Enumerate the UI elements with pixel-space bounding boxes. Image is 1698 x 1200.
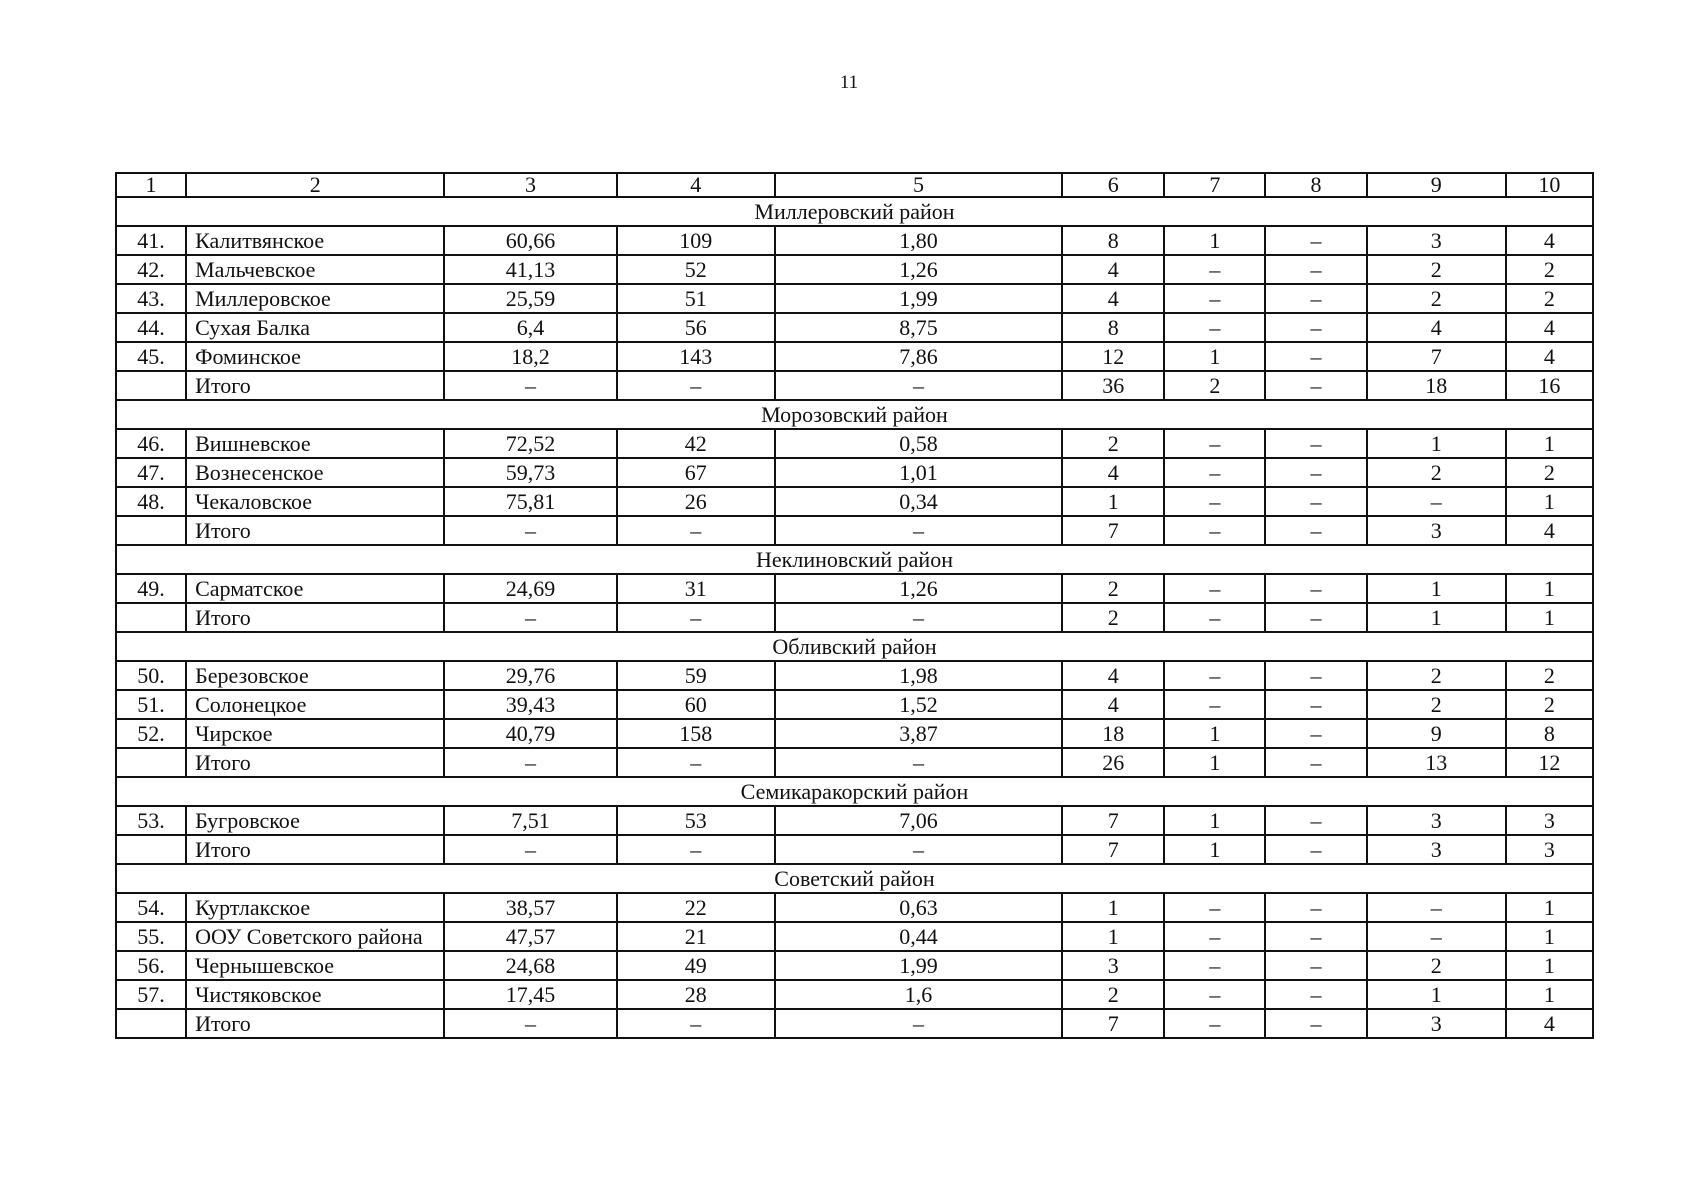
value-cell: 158 [617,719,775,748]
table-row [116,342,1593,371]
value-cell: 13 [1367,748,1506,777]
district-title: Советский район [116,864,1593,893]
value-cell: – [1265,516,1366,545]
value-cell: – [1265,487,1366,516]
value-cell: – [1265,806,1366,835]
total-row [116,603,1593,632]
value-cell: 2 [1506,690,1593,719]
value-cell: 52 [617,255,775,284]
value-cell: 0,34 [775,487,1062,516]
settlement-name: Чирское [186,719,444,748]
value-cell: 0,58 [775,429,1062,458]
value-cell: – [1164,980,1265,1009]
page-number: 11 [839,72,859,93]
value-cell: – [1367,487,1506,516]
table-row [116,284,1593,313]
value-cell: – [1367,893,1506,922]
settlement-name: Миллеровское [186,284,444,313]
row-number [116,748,186,777]
value-cell: 1 [1506,951,1593,980]
total-row [116,748,1593,777]
value-cell: – [444,835,616,864]
value-cell: 2 [1164,371,1265,400]
value-cell: 1 [1367,429,1506,458]
value-cell: 72,52 [444,429,616,458]
value-cell: – [775,748,1062,777]
value-cell: – [1265,429,1366,458]
value-cell: – [1164,603,1265,632]
header-cell: 10 [1506,173,1593,197]
settlement-name: Чистяковское [186,980,444,1009]
value-cell: – [1265,719,1366,748]
value-cell: 3 [1367,516,1506,545]
value-cell: 8,75 [775,313,1062,342]
value-cell: 24,69 [444,574,616,603]
value-cell: 1 [1506,429,1593,458]
value-cell: – [1265,255,1366,284]
table-row [116,661,1593,690]
row-number: 52. [116,719,186,748]
value-cell: – [1265,574,1366,603]
settlement-name: Вишневское [186,429,444,458]
value-cell: 2 [1367,255,1506,284]
value-cell: 1 [1062,922,1164,951]
district-row [116,777,1593,806]
value-cell: 2 [1062,980,1164,1009]
total-row [116,1009,1593,1038]
header-cell: 6 [1062,173,1164,197]
value-cell: 47,57 [444,922,616,951]
header-cell: 8 [1265,173,1366,197]
value-cell: 4 [1506,1009,1593,1038]
value-cell: 7,51 [444,806,616,835]
value-cell: 7 [1062,806,1164,835]
value-cell: 56 [617,313,775,342]
row-number [116,1009,186,1038]
value-cell: 2 [1367,690,1506,719]
district-title: Миллеровский район [116,197,1593,226]
value-cell: 1 [1164,719,1265,748]
table-row [116,951,1593,980]
row-number: 51. [116,690,186,719]
value-cell: 2 [1367,284,1506,313]
value-cell: 1 [1164,342,1265,371]
total-row [116,516,1593,545]
value-cell: 49 [617,951,775,980]
value-cell: 1,26 [775,255,1062,284]
value-cell: 1 [1062,487,1164,516]
settlement-name: Фоминское [186,342,444,371]
header-row [116,173,1593,197]
row-number: 49. [116,574,186,603]
value-cell: 1,6 [775,980,1062,1009]
value-cell: – [1164,458,1265,487]
value-cell: 7 [1062,835,1164,864]
settlement-name: ООУ Советского района [186,922,444,951]
value-cell: 1 [1506,487,1593,516]
settlement-name: Итого [186,1009,444,1038]
value-cell: – [1164,922,1265,951]
value-cell: 1,99 [775,284,1062,313]
row-number [116,371,186,400]
settlement-name: Итого [186,748,444,777]
value-cell: 4 [1367,313,1506,342]
value-cell: – [617,516,775,545]
total-row [116,835,1593,864]
table-row [116,487,1593,516]
value-cell: 1 [1506,980,1593,1009]
settlement-name: Итого [186,603,444,632]
value-cell: 1,52 [775,690,1062,719]
settlement-name: Итого [186,516,444,545]
row-number: 45. [116,342,186,371]
table-row [116,429,1593,458]
value-cell: 31 [617,574,775,603]
value-cell: 2 [1367,951,1506,980]
value-cell: – [444,371,616,400]
value-cell: 2 [1506,255,1593,284]
value-cell: 8 [1062,226,1164,255]
value-cell: 8 [1062,313,1164,342]
table-row [116,719,1593,748]
settlement-name: Вознесенское [186,458,444,487]
value-cell: – [617,371,775,400]
value-cell: – [1265,922,1366,951]
row-number: 53. [116,806,186,835]
value-cell: – [1265,226,1366,255]
table-row [116,255,1593,284]
value-cell: – [444,1009,616,1038]
row-number: 54. [116,893,186,922]
value-cell: 51 [617,284,775,313]
table-row [116,980,1593,1009]
table-row [116,574,1593,603]
value-cell: 7 [1062,516,1164,545]
value-cell: 0,44 [775,922,1062,951]
value-cell: 60 [617,690,775,719]
settlement-name: Чекаловское [186,487,444,516]
value-cell: 6,4 [444,313,616,342]
total-row [116,371,1593,400]
header-cell: 3 [444,173,616,197]
header-cell: 1 [116,173,186,197]
value-cell: – [1265,603,1366,632]
value-cell: 3,87 [775,719,1062,748]
district-row [116,545,1593,574]
value-cell: 26 [1062,748,1164,777]
district-title: Неклиновский район [116,545,1593,574]
value-cell: 1,26 [775,574,1062,603]
value-cell: – [1265,893,1366,922]
value-cell: – [1164,429,1265,458]
district-row [116,632,1593,661]
table-body [116,173,1593,1038]
settlement-name: Калитвянское [186,226,444,255]
value-cell: 12 [1506,748,1593,777]
value-cell: 7 [1367,342,1506,371]
value-cell: 1 [1164,835,1265,864]
value-cell: 4 [1062,458,1164,487]
value-cell: 59 [617,661,775,690]
value-cell: 2 [1506,458,1593,487]
value-cell: 7,86 [775,342,1062,371]
value-cell: 1 [1164,806,1265,835]
value-cell: 26 [617,487,775,516]
row-number: 56. [116,951,186,980]
value-cell: 1 [1506,603,1593,632]
settlement-name: Итого [186,835,444,864]
value-cell: – [1265,980,1366,1009]
value-cell: 1 [1506,893,1593,922]
value-cell: 4 [1506,226,1593,255]
row-number: 44. [116,313,186,342]
value-cell: 1 [1367,603,1506,632]
value-cell: 7,06 [775,806,1062,835]
value-cell: 75,81 [444,487,616,516]
value-cell: – [1164,255,1265,284]
value-cell: – [1164,690,1265,719]
data-table [115,172,1594,1039]
value-cell: 59,73 [444,458,616,487]
value-cell: – [1265,748,1366,777]
value-cell: 2 [1367,458,1506,487]
row-number: 57. [116,980,186,1009]
row-number: 46. [116,429,186,458]
value-cell: 4 [1062,690,1164,719]
value-cell: 4 [1506,342,1593,371]
value-cell: – [1265,1009,1366,1038]
value-cell: – [444,603,616,632]
value-cell: 2 [1506,284,1593,313]
value-cell: – [1164,313,1265,342]
value-cell: – [1164,516,1265,545]
value-cell: – [775,516,1062,545]
value-cell: 3 [1062,951,1164,980]
row-number: 41. [116,226,186,255]
table-row [116,690,1593,719]
value-cell: 2 [1506,661,1593,690]
header-cell: 2 [186,173,444,197]
value-cell: 8 [1506,719,1593,748]
value-cell: – [1265,951,1366,980]
table-row [116,226,1593,255]
row-number [116,835,186,864]
value-cell: – [1265,835,1366,864]
district-title: Обливский район [116,632,1593,661]
value-cell: 1 [1164,748,1265,777]
value-cell: 12 [1062,342,1164,371]
row-number [116,516,186,545]
header-cell: 9 [1367,173,1506,197]
value-cell: 4 [1506,516,1593,545]
value-cell: 17,45 [444,980,616,1009]
value-cell: – [617,1009,775,1038]
value-cell: 67 [617,458,775,487]
settlement-name: Чернышевское [186,951,444,980]
value-cell: 42 [617,429,775,458]
table-row [116,313,1593,342]
value-cell: 22 [617,893,775,922]
value-cell: 9 [1367,719,1506,748]
settlement-name: Сухая Балка [186,313,444,342]
value-cell: – [617,603,775,632]
value-cell: 41,13 [444,255,616,284]
district-row [116,197,1593,226]
row-number: 48. [116,487,186,516]
header-cell: 4 [617,173,775,197]
value-cell: 1 [1062,893,1164,922]
value-cell: 25,59 [444,284,616,313]
value-cell: 29,76 [444,661,616,690]
value-cell: – [617,748,775,777]
value-cell: 39,43 [444,690,616,719]
value-cell: 24,68 [444,951,616,980]
value-cell: 3 [1367,835,1506,864]
value-cell: 3 [1367,226,1506,255]
value-cell: 4 [1506,313,1593,342]
district-row [116,400,1593,429]
value-cell: 109 [617,226,775,255]
settlement-name: Мальчевское [186,255,444,284]
row-number: 43. [116,284,186,313]
value-cell: – [444,516,616,545]
value-cell: – [1164,893,1265,922]
header-cell: 5 [775,173,1062,197]
value-cell: 1 [1506,922,1593,951]
value-cell: 3 [1367,806,1506,835]
value-cell: 4 [1062,661,1164,690]
value-cell: – [1265,284,1366,313]
district-title: Семикаракорский район [116,777,1593,806]
value-cell: 3 [1367,1009,1506,1038]
value-cell: 60,66 [444,226,616,255]
district-title: Морозовский район [116,400,1593,429]
value-cell: 36 [1062,371,1164,400]
settlement-name: Итого [186,371,444,400]
value-cell: 16 [1506,371,1593,400]
value-cell: 0,63 [775,893,1062,922]
row-number [116,603,186,632]
row-number: 47. [116,458,186,487]
value-cell: – [1164,951,1265,980]
table-row [116,893,1593,922]
value-cell: 1 [1367,980,1506,1009]
row-number: 50. [116,661,186,690]
value-cell: – [1265,371,1366,400]
header-cell: 7 [1164,173,1265,197]
value-cell: – [775,371,1062,400]
value-cell: 1 [1164,226,1265,255]
value-cell: 2 [1062,574,1164,603]
value-cell: 1,01 [775,458,1062,487]
value-cell: – [775,603,1062,632]
value-cell: 1,98 [775,661,1062,690]
value-cell: – [1265,458,1366,487]
value-cell: – [1164,1009,1265,1038]
settlement-name: Березовское [186,661,444,690]
value-cell: 143 [617,342,775,371]
value-cell: 1 [1367,574,1506,603]
value-cell: 18,2 [444,342,616,371]
value-cell: – [1265,342,1366,371]
value-cell: – [1164,661,1265,690]
value-cell: 2 [1062,429,1164,458]
value-cell: 2 [1367,661,1506,690]
value-cell: – [1265,690,1366,719]
value-cell: 4 [1062,284,1164,313]
value-cell: – [1367,922,1506,951]
value-cell: – [444,748,616,777]
value-cell: 2 [1062,603,1164,632]
value-cell: 53 [617,806,775,835]
table-row [116,458,1593,487]
value-cell: 7 [1062,1009,1164,1038]
value-cell: 28 [617,980,775,1009]
settlement-name: Солонецкое [186,690,444,719]
row-number: 42. [116,255,186,284]
row-number: 55. [116,922,186,951]
value-cell: 1 [1506,574,1593,603]
value-cell: 21 [617,922,775,951]
value-cell: – [1265,313,1366,342]
value-cell: 18 [1367,371,1506,400]
value-cell: – [1164,574,1265,603]
value-cell: – [1164,284,1265,313]
district-row [116,864,1593,893]
value-cell: 4 [1062,255,1164,284]
table-row [116,922,1593,951]
value-cell: 3 [1506,806,1593,835]
table-row [116,806,1593,835]
value-cell: 40,79 [444,719,616,748]
settlement-name: Сарматское [186,574,444,603]
value-cell: 1,99 [775,951,1062,980]
value-cell: 38,57 [444,893,616,922]
settlement-name: Бугровское [186,806,444,835]
value-cell: 18 [1062,719,1164,748]
settlement-name: Куртлакское [186,893,444,922]
value-cell: 3 [1506,835,1593,864]
value-cell: – [775,835,1062,864]
value-cell: 1,80 [775,226,1062,255]
value-cell: – [775,1009,1062,1038]
value-cell: – [617,835,775,864]
value-cell: – [1265,661,1366,690]
value-cell: – [1164,487,1265,516]
